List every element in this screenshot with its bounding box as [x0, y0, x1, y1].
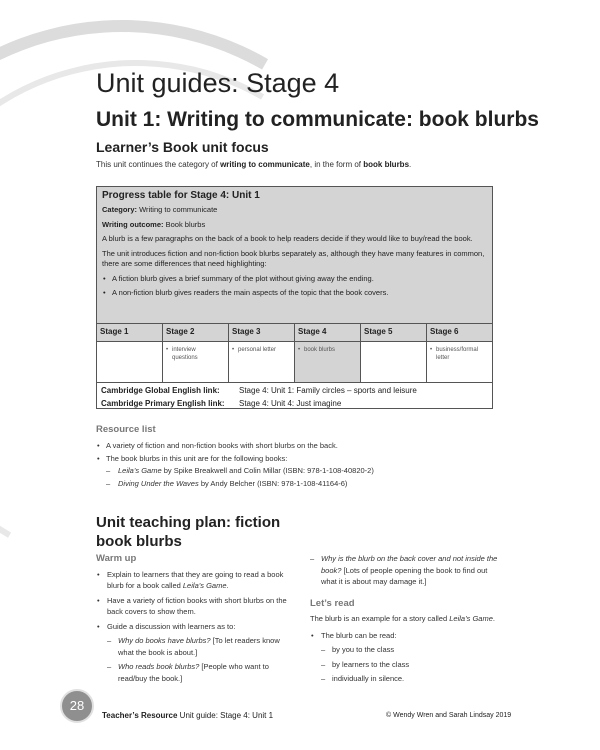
category-line: Category: Writing to communicate [102, 205, 218, 214]
warm-up-title: Warm up [96, 553, 137, 564]
lets-read-item: • The blurb can be read: [310, 630, 505, 642]
stage-header: Stage 5 [361, 324, 427, 341]
focus-heading: Learner’s Book unit focus [96, 139, 269, 155]
lets-read-subitem: – individually in silence. [310, 673, 505, 685]
global-english-link: Cambridge Global English link: Stage 4: Unit 1: Family circles – sports and leisure [101, 386, 417, 395]
stage-cell-current: • book blurbs [295, 342, 361, 382]
warm-up-item: • Explain to learners that they are going to read a book blurb for a book called Leila’s Game. [96, 569, 291, 592]
progress-table [96, 186, 493, 409]
outcome-line: Writing outcome: Book blurbs [102, 219, 206, 229]
stage-cell: • personal letter [229, 342, 295, 382]
lets-read-subitem: – by you to the class [310, 644, 505, 656]
warm-up-subitem: – Why do books have blurbs? [To let readers know what the book is about.] [96, 635, 291, 658]
stage-cell: • interview questions [163, 342, 229, 382]
stage-header: Stage 2 [163, 324, 229, 341]
stage-header: Stage 6 [430, 327, 459, 336]
warm-up-subitem: – Who reads book blurbs? [People who want to read/buy the book.] [96, 661, 291, 684]
resource-subitem: – Leila’s Game by Spike Breakwell and Colin Millar (ISBN: 978-1-108-40820-2) [96, 465, 496, 478]
lets-read-intro: The blurb is an example for a story called Leila’s Game. [310, 614, 495, 623]
focus-intro: This unit continues the category of writing to communicate, in the form of book blurbs. [96, 160, 412, 169]
progress-bullet-2: • A non-fiction blurb gives readers the main aspects of the topic that the book covers. [102, 288, 487, 299]
stage-header-row [97, 323, 492, 342]
warm-up-item: • Guide a discussion with learners as to: [96, 621, 291, 633]
progress-para-2: The unit introduces fiction and non-fiction book blurbs separately as, although they have many features in common, there are some differences that need highlighting: [102, 248, 485, 268]
progress-bullet-1: • A fiction blurb gives a brief summary of the plot without giving away the ending. [102, 274, 487, 285]
warm-up-item: • Have a variety of fiction books with short blurbs on the back covers to show them. [96, 595, 291, 618]
stage-header: Stage 3 [229, 324, 295, 341]
plan-title: Unit teaching plan: fiction book blurbs [96, 514, 281, 550]
page-title: Unit guides: Stage 4 [96, 68, 340, 98]
page-number: 28 [60, 689, 94, 723]
lets-read-subitem: – by learners to the class [310, 659, 505, 671]
links-section [97, 383, 492, 412]
progress-title: Progress table for Stage 4: Unit 1 [102, 190, 260, 201]
warm-up-column [96, 553, 291, 687]
progress-para-1: A blurb is a few paragraphs on the back of a book to help readers decide if they would like to buy/read the book. [102, 234, 473, 243]
resource-subitem: – Diving Under the Waves by Andy Belcher (ISBN: 978-1-108-41164-6) [96, 478, 496, 491]
stage-header: Stage 1 [97, 324, 163, 341]
footer-copyright: © Wendy Wren and Sarah Lindsay 2019 [386, 712, 512, 719]
stage-cell [97, 342, 163, 382]
lets-read-column [310, 553, 505, 688]
stage-header: Stage 4 [295, 324, 361, 341]
lets-read-title: Let’s read [310, 597, 355, 609]
resource-item: • The book blurbs in this unit are for the following books: [96, 453, 496, 466]
stage-cell: • business/formal letter [427, 342, 492, 382]
stage-cell [361, 342, 427, 382]
primary-english-link: Cambridge Primary English link: Stage 4: Unit 4: Just imagine [101, 398, 342, 408]
unit-title: Unit 1: Writing to communicate: book blurbs [96, 108, 539, 131]
resource-list-title: Resource list [96, 424, 156, 435]
stage-body-row [97, 342, 492, 383]
resource-list [96, 440, 496, 490]
footer-title: Teacher’s Resource Unit guide: Stage 4: Unit 1 [102, 711, 274, 720]
resource-item: • A variety of fiction and non-fiction books with short blurbs on the back. [96, 440, 496, 453]
warm-up-subitem: – Why is the blurb on the back cover and not inside the book? [Lots of people opening the book to find out what it is about may damage it.] [310, 553, 505, 588]
